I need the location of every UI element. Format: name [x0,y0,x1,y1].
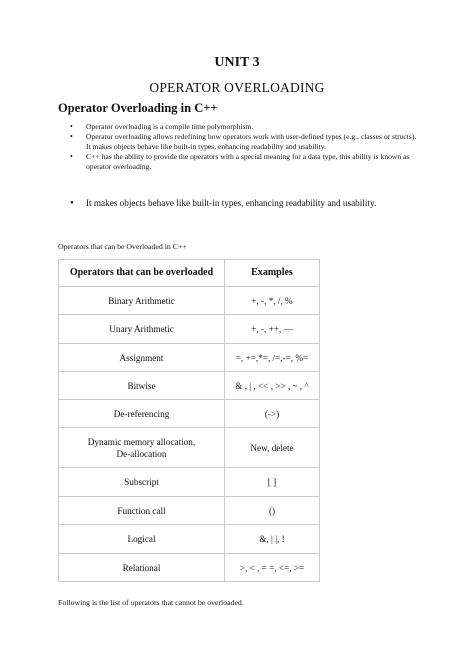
table-cell: >, < , = =, <=, >= [225,554,320,582]
table-row [59,554,320,582]
column-header: Examples [225,260,320,287]
table-cell: New, delete [225,428,320,468]
table-row [59,344,320,372]
table-cell: Function call [59,497,225,525]
column-header: Operators that can be overloaded [59,260,225,287]
table-row [59,468,320,497]
table-cell: De-referencing [59,400,225,428]
table-cell: Relational [59,554,225,582]
table-cell: Assignment [59,344,225,372]
table-cell: (->) [225,400,320,428]
section-heading: Operator Overloading in C++ [58,101,218,115]
table-row [59,400,320,428]
table-row [59,287,320,315]
table-cell: Bitwise [59,372,225,400]
table-cell: Unary Arithmetic [59,315,225,344]
table-cell: +, -, ++, — [225,315,320,344]
table-cell: Dynamic memory allocation, De-allocation [59,428,225,468]
list-item-large: • It makes objects behave like built-in types, enhancing readability and usability. [58,198,438,208]
table-cell: Subscript [59,468,225,497]
table-row [59,372,320,400]
table-row [59,315,320,344]
list-item: • C++ has the ability to provide the operators with a special meaning for a data type, this ability is known as operator overloading. [58,152,418,172]
footer-text: Following is the list of operators that cannot be overloaded. [58,598,244,607]
unit-label: UNIT 3 [214,55,260,70]
table-cell: Logical [59,525,225,554]
bullet-list [58,122,418,172]
table-cell: Binary Arithmetic [59,287,225,315]
table-caption: Operators that can be Overloaded in C++ [58,242,187,251]
list-item: • Operator overloading allows redefining how operators work with user-defined types (e.g., classes or structs). It makes objects behave like built-in types, enhancing readability and usability. [58,132,418,152]
list-item: • Operator overloading is a compile time polymorphism. [58,122,418,132]
table-cell: &, | |, ! [225,525,320,554]
operators-table [58,259,320,582]
table-cell: [ ] [225,468,320,497]
table-cell: +, -, *, /, % [225,287,320,315]
table-cell: =, +=,*=, /=,-=, %= [225,344,320,372]
table-cell: & , | , << , >> , ~ , ^ [225,372,320,400]
table-header-row [59,260,320,287]
table-row [59,428,320,468]
table-cell: () [225,497,320,525]
page-title: OPERATOR OVERLOADING [149,80,325,95]
table-row [59,497,320,525]
table-row [59,525,320,554]
